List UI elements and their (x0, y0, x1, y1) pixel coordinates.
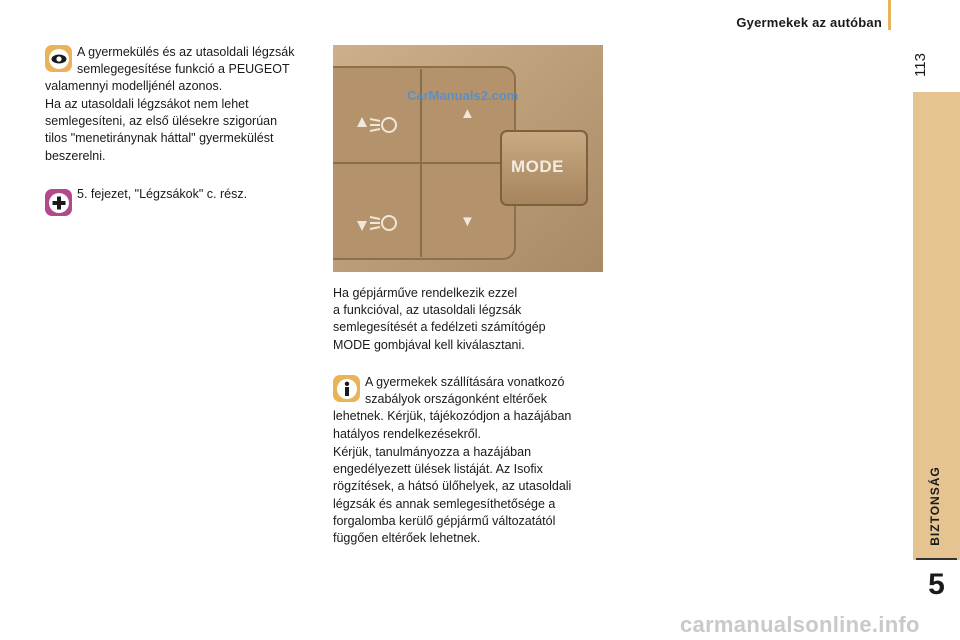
info-more-line: engedélyezett ülések listáját. Az Isofix (333, 462, 543, 477)
photo-watermark: CarManuals2.com (407, 88, 519, 103)
warning-paragraph (45, 96, 325, 165)
eye-note-line: semlegegesítése funkció a PEUGEOT (77, 62, 290, 77)
eye-note-line: A gyermekülés és az utasoldali légzsák (77, 45, 295, 59)
info-note (333, 374, 613, 443)
reference-note: 5. fejezet, "Légzsákok" c. rész. (77, 187, 248, 201)
chapter-number: 5 (928, 568, 945, 601)
warning-line: tilos "menetiránynak háttal" gyermekülést (45, 131, 274, 146)
info-line: hatályos rendelkezésekről. (333, 426, 481, 441)
mode-button-label: MODE (511, 157, 564, 176)
plus-icon (45, 189, 72, 216)
info-line: lehetnek. Kérjük, tájékozódjon a hazájában (333, 409, 572, 424)
caption-line: Ha gépjárműve rendelkezik ezzel (333, 286, 518, 300)
info-more-line: függően eltérőek lehetnek. (333, 531, 481, 546)
chapter-divider (916, 558, 957, 560)
photo-caption (333, 285, 613, 354)
warning-line: Ha az utasoldali légzsákot nem lehet (45, 97, 249, 111)
info-more-line: légzsák és annak semlegesíthetősége a (333, 496, 556, 511)
up-arrow-icon: ▲ (460, 105, 475, 122)
mode-button-photo (333, 45, 603, 272)
eye-note-line: valamennyi modelljénél azonos. (45, 79, 223, 94)
chapter-side-label: BIZTONSÁG (928, 466, 942, 546)
page-header-title: Gyermekek az autóban (736, 15, 882, 30)
eye-note-text (45, 44, 325, 96)
header-accent-rule (888, 0, 891, 30)
page-number: 113 (912, 53, 929, 77)
footer-watermark: carmanualsonline.info (680, 612, 920, 637)
info-more-line: forgalomba kerülő gépjármű változatától (333, 513, 556, 528)
info-more-line: Kérjük, tanulmányozza a hazájában (333, 445, 532, 459)
warning-line: semlegesíteni, az első ülésekre szigorúan (45, 114, 278, 129)
info-line: szabályok országonként eltérőek (365, 392, 548, 407)
caption-line: MODE gombjával kell kiválasztani. (333, 337, 525, 352)
info-more-paragraph (333, 444, 613, 547)
info-more-line: rögzítések, a hátsó ülőhelyek, az utasoldali (333, 479, 572, 494)
caption-line: semlegesítését a fedélzeti számítógép (333, 320, 546, 335)
down-arrow-icon: ▼ (460, 213, 475, 230)
info-line: A gyermekek szállítására vonatkozó (365, 375, 565, 389)
warning-line: beszerelni. (45, 148, 106, 163)
caption-line: a funkcióval, az utasoldali légzsák (333, 303, 522, 318)
